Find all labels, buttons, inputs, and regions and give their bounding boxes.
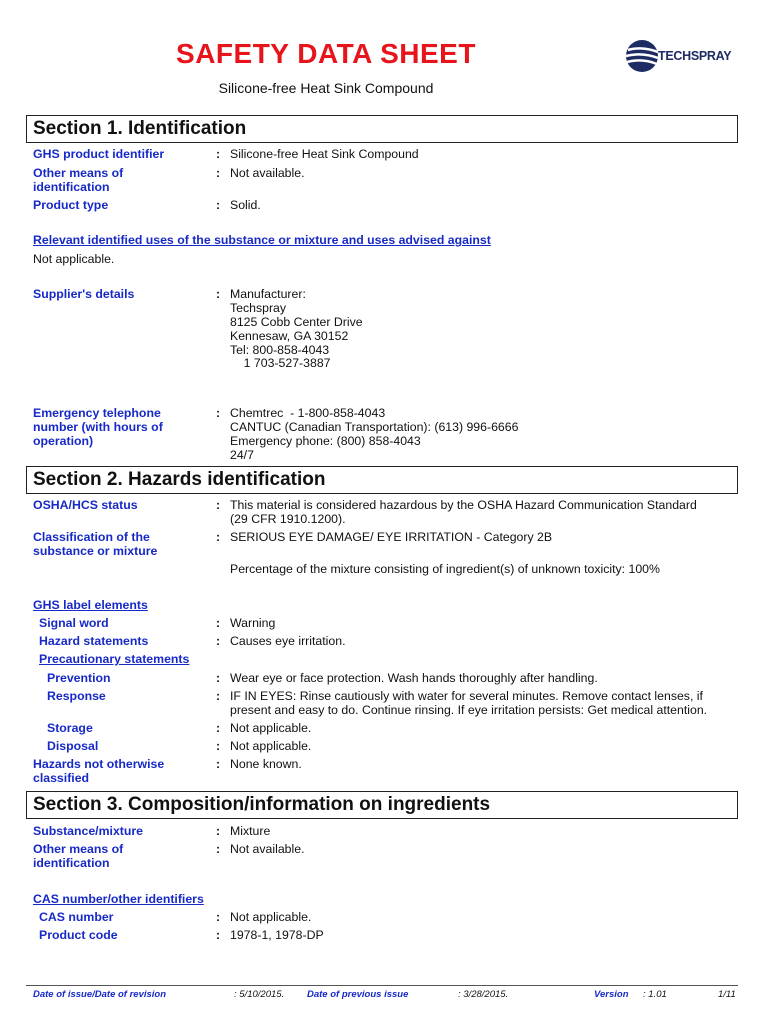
relevant-uses-value: Not applicable.	[33, 252, 115, 266]
unknown-toxicity-percentage: Percentage of the mixture consisting of ingredient(s) of unknown toxicity: 100%	[230, 562, 660, 576]
other-means-label-line2: identification	[33, 856, 110, 870]
colon: :	[216, 634, 221, 648]
colon: :	[216, 406, 221, 420]
other-means-value: Not available.	[230, 842, 305, 856]
emergency-telephone-label-line2: number (with hours of	[33, 420, 163, 434]
suppliers-details-label: Supplier's details	[33, 287, 135, 301]
colon: :	[216, 287, 221, 301]
colon: :	[216, 757, 221, 771]
logo-wordmark: TECHSPRAY	[658, 49, 732, 63]
hazard-statements-label: Hazard statements	[39, 634, 149, 648]
emergency-line-2: CANTUC (Canadian Transportation): (613) 996-6666	[230, 420, 519, 434]
ghs-label-elements-heading: GHS label elements	[33, 598, 148, 612]
page-number: 1/11	[718, 989, 736, 1000]
emergency-telephone-label: Emergency telephone	[33, 406, 161, 420]
colon: :	[216, 671, 221, 685]
product-type-label: Product type	[33, 198, 109, 212]
osha-status-value: This material is considered hazardous by the OSHA Hazard Communication Standard	[230, 498, 697, 512]
document-title: SAFETY DATA SHEET	[176, 38, 476, 69]
emergency-telephone-label-line3: operation)	[33, 434, 94, 448]
section-3-heading: Section 3. Composition/information on ingredients	[26, 791, 738, 819]
osha-status-label: OSHA/HCS status	[33, 498, 138, 512]
prevention-label: Prevention	[47, 671, 111, 685]
colon: :	[216, 689, 221, 703]
version-label: Version	[594, 989, 629, 1000]
product-code-value: 1978-1, 1978-DP	[230, 928, 324, 942]
supplier-line-2: Techspray	[230, 301, 287, 315]
emergency-line-3: Emergency phone: (800) 858-4043	[230, 434, 421, 448]
relevant-uses-label: Relevant identified uses of the substance or mixture and uses advised against	[33, 233, 491, 247]
cas-number-label: CAS number	[39, 910, 114, 924]
disposal-label: Disposal	[47, 739, 99, 753]
ghs-product-identifier-label: GHS product identifier	[33, 147, 165, 161]
colon: :	[216, 498, 221, 512]
classification-label-line2: substance or mixture	[33, 544, 158, 558]
previous-issue-value: : 3/28/2015.	[458, 989, 509, 1000]
other-means-label-line2: identification	[33, 180, 110, 194]
ghs-product-identifier-value: Silicone-free Heat Sink Compound	[230, 147, 419, 161]
supplier-line-3: 8125 Cobb Center Drive	[230, 315, 363, 329]
hazard-statements-value: Causes eye irritation.	[230, 634, 346, 648]
colon: :	[216, 721, 221, 735]
product-type-value: Solid.	[230, 198, 261, 212]
colon: :	[216, 824, 221, 838]
emergency-line-1: Chemtrec - 1-800-858-4043	[230, 406, 386, 420]
globe-logo-icon	[624, 36, 658, 76]
substance-mixture-value: Mixture	[230, 824, 271, 838]
prevention-value: Wear eye or face protection. Wash hands thoroughly after handling.	[230, 671, 598, 685]
issue-date-label: Date of issue/Date of revision	[33, 989, 167, 1000]
footer-divider	[26, 985, 738, 986]
colon: :	[216, 198, 221, 212]
version-value: : 1.01	[643, 989, 667, 1000]
other-means-value: Not available.	[230, 166, 305, 180]
colon: :	[216, 147, 221, 161]
colon: :	[216, 616, 221, 630]
techspray-logo	[624, 36, 744, 76]
storage-label: Storage	[47, 721, 93, 735]
substance-mixture-label: Substance/mixture	[33, 824, 144, 838]
classification-label: Classification of the	[33, 530, 150, 544]
product-subtitle: Silicone-free Heat Sink Compound	[218, 80, 434, 96]
supplier-line-1: Manufacturer:	[230, 287, 306, 301]
colon: :	[216, 530, 221, 544]
section-2-heading: Section 2. Hazards identification	[26, 466, 738, 494]
response-value-line2: present and easy to do. Continue rinsing. If eye irritation persists: Get medical attention.	[230, 703, 708, 717]
issue-date-value: : 5/10/2015.	[234, 989, 285, 1000]
signal-word-label: Signal word	[39, 616, 109, 630]
previous-issue-label: Date of previous issue	[307, 989, 409, 1000]
supplier-line-4: Kennesaw, GA 30152	[230, 329, 349, 343]
response-value: IF IN EYES: Rinse cautiously with water for several minutes. Remove contact lenses, if	[230, 689, 703, 703]
storage-value: Not applicable.	[230, 721, 312, 735]
disposal-value: Not applicable.	[230, 739, 312, 753]
signal-word-value: Warning	[230, 616, 276, 630]
other-means-label: Other means of	[33, 842, 124, 856]
supplier-line-5: Tel: 800-858-4043	[230, 343, 330, 357]
precautionary-statements-heading: Precautionary statements	[39, 652, 190, 666]
section-1-heading: Section 1. Identification	[26, 115, 738, 143]
classification-value: SERIOUS EYE DAMAGE/ EYE IRRITATION - Category 2B	[230, 530, 553, 544]
colon: :	[216, 739, 221, 753]
cas-identifiers-heading: CAS number/other identifiers	[33, 892, 204, 906]
hazards-not-classified-value: None known.	[230, 757, 302, 771]
colon: :	[216, 910, 221, 924]
hazards-not-classified-label-line2: classified	[33, 771, 90, 785]
other-means-label: Other means of	[33, 166, 124, 180]
response-label: Response	[47, 689, 106, 703]
hazards-not-classified-label: Hazards not otherwise	[33, 757, 165, 771]
colon: :	[216, 928, 221, 942]
colon: :	[216, 166, 221, 180]
emergency-line-4: 24/7	[230, 448, 254, 462]
colon: :	[216, 842, 221, 856]
osha-status-value-line2: (29 CFR 1910.1200).	[230, 512, 346, 526]
product-code-label: Product code	[39, 928, 118, 942]
cas-number-value: Not applicable.	[230, 910, 312, 924]
supplier-line-6: 1 703-527-3887	[230, 356, 331, 370]
